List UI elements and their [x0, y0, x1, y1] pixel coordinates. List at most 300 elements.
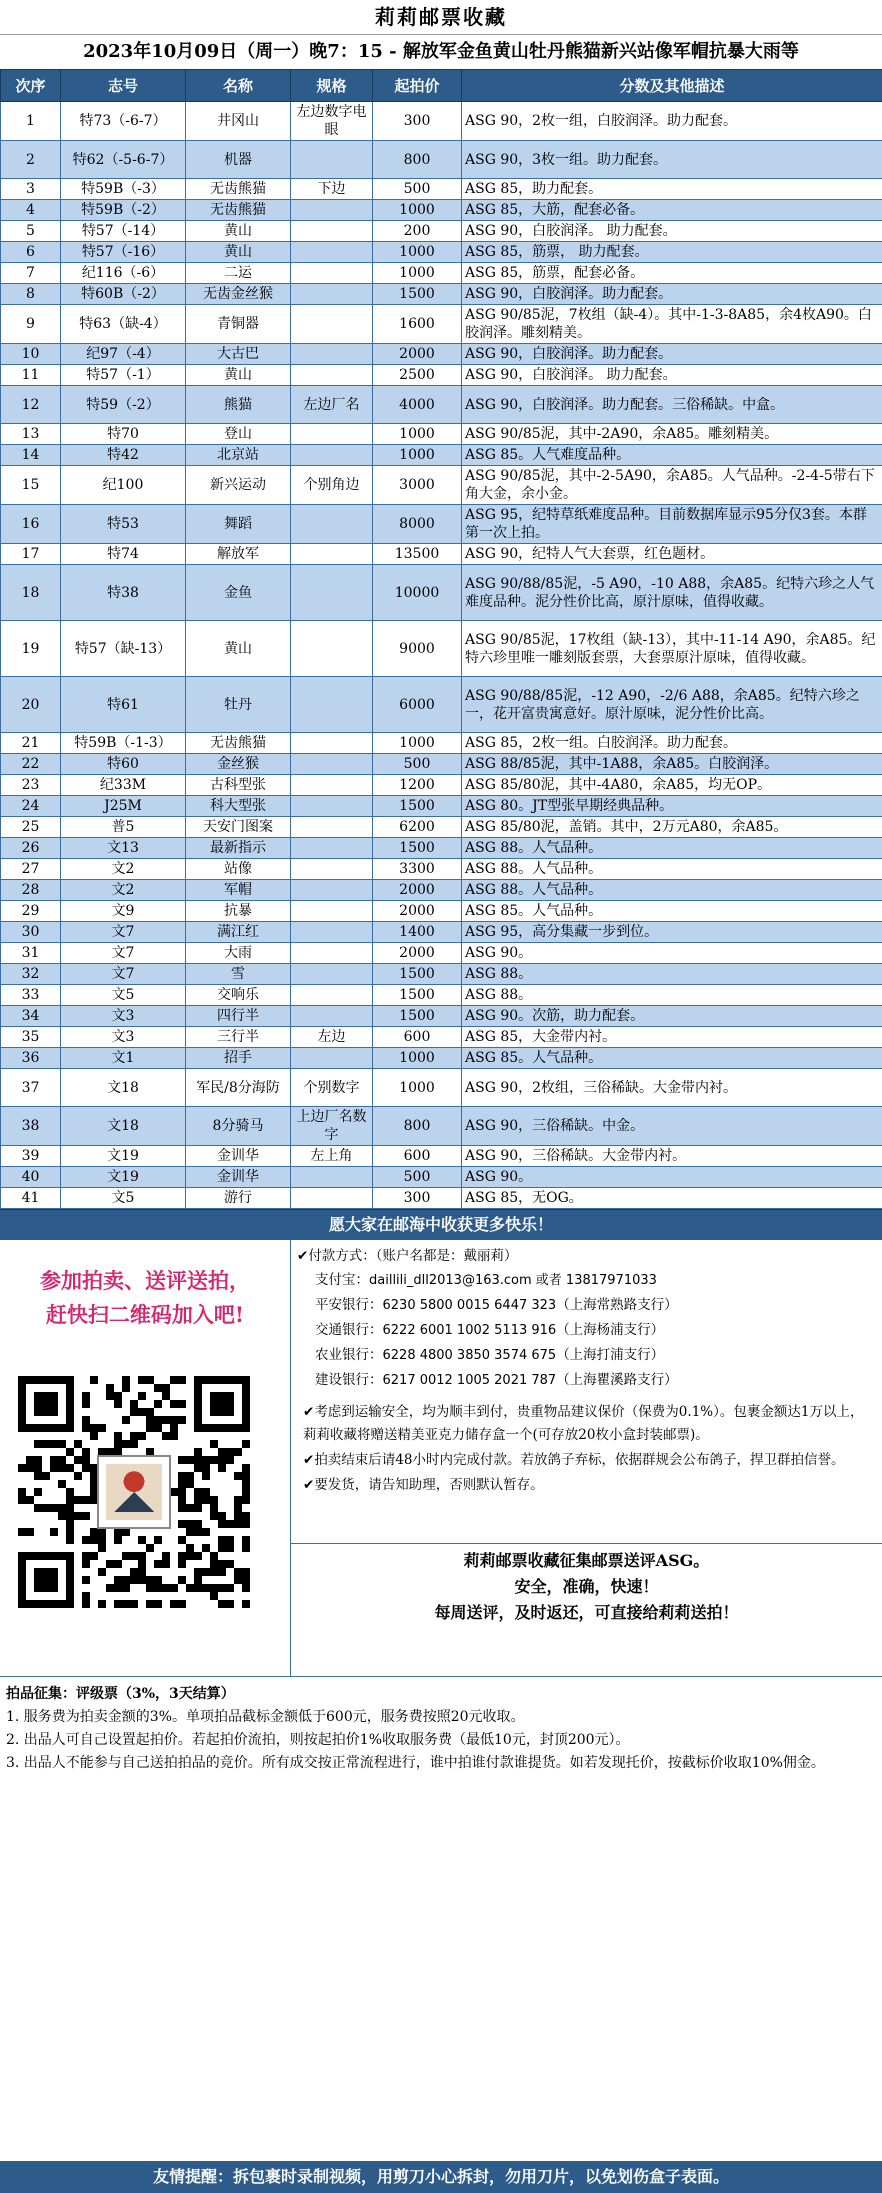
start-price-cell: 600 — [373, 1146, 462, 1167]
spec-cell — [291, 880, 373, 901]
promo-panel — [0, 1240, 291, 1676]
stamp-id-cell: 文18 — [61, 1069, 186, 1107]
table-row — [1, 922, 882, 943]
stamp-id-cell: 文13 — [61, 838, 186, 859]
description-cell: ASG 85。人气品种。 — [462, 1048, 882, 1069]
table-row — [1, 1188, 882, 1209]
stamp-id-cell: 普5 — [61, 817, 186, 838]
start-price-cell: 1000 — [373, 200, 462, 221]
start-price-cell: 2000 — [373, 943, 462, 964]
promo-text — [0, 1264, 290, 1332]
start-price-cell: 6000 — [373, 677, 462, 733]
stamp-id-cell: 文9 — [61, 901, 186, 922]
stamp-name-cell: 金训华 — [186, 1167, 291, 1188]
rules-list — [6, 1706, 874, 1775]
description-cell: ASG 85，大筋，配套必备。 — [462, 200, 882, 221]
stamp-name-cell: 青铜器 — [186, 305, 291, 344]
stamp-id-cell: 特74 — [61, 544, 186, 565]
spec-cell — [291, 985, 373, 1006]
start-price-cell: 3300 — [373, 859, 462, 880]
table-row — [1, 242, 882, 263]
bank-row — [297, 1293, 874, 1318]
spec-cell — [291, 284, 373, 305]
spec-cell — [291, 796, 373, 817]
stamp-name-cell: 黄山 — [186, 221, 291, 242]
page-title: 莉莉邮票收藏 — [0, 0, 882, 35]
lot-number-cell: 9 — [1, 305, 61, 344]
description-cell: ASG 85，无OG。 — [462, 1188, 882, 1209]
stamp-id-cell: 纪33M — [61, 775, 186, 796]
lot-number-cell: 20 — [1, 677, 61, 733]
start-price-cell: 1000 — [373, 263, 462, 284]
col-header-no: 次序 — [1, 70, 61, 102]
note-text: 考虑到运输安全，均为顺丰到付，贵重物品建议保价（保费为0.1%）。包裹金额达1万以上，莉莉收藏将赠送精美亚克力储存盒一个(可存放20枚小盒封装邮票)。 — [303, 1404, 864, 1443]
spec-cell — [291, 344, 373, 365]
spec-cell — [291, 775, 373, 796]
spec-cell — [291, 424, 373, 445]
lot-number-cell: 15 — [1, 466, 61, 505]
lot-number-cell: 41 — [1, 1188, 61, 1209]
start-price-cell: 1600 — [373, 305, 462, 344]
table-row — [1, 1048, 882, 1069]
spec-cell: 左边厂名 — [291, 386, 373, 424]
table-row — [1, 505, 882, 544]
table-row — [1, 943, 882, 964]
stamp-id-cell: 特62（-5-6-7） — [61, 141, 186, 179]
table-row — [1, 817, 882, 838]
qr-finder-top-left — [18, 1376, 74, 1432]
table-row — [1, 544, 882, 565]
start-price-cell: 1000 — [373, 733, 462, 754]
payment-info — [291, 1240, 882, 1543]
spec-cell: 下边 — [291, 179, 373, 200]
stamp-id-cell: 纪116（-6） — [61, 263, 186, 284]
bank-name: 平安银行： — [315, 1297, 383, 1313]
description-cell: ASG 88。人气品种。 — [462, 838, 882, 859]
spec-cell — [291, 544, 373, 565]
start-price-cell: 1500 — [373, 838, 462, 859]
service-box — [291, 1543, 882, 1676]
description-cell: ASG 90。 — [462, 943, 882, 964]
table-row — [1, 621, 882, 677]
start-price-cell: 500 — [373, 1167, 462, 1188]
col-header-spec: 规格 — [291, 70, 373, 102]
description-cell: ASG 85/80泥，其中-4A80，余A85，均无OP。 — [462, 775, 882, 796]
lot-number-cell: 25 — [1, 817, 61, 838]
stamp-name-cell: 科大型张 — [186, 796, 291, 817]
stamp-name-cell: 抗暴 — [186, 901, 291, 922]
description-cell: ASG 88。 — [462, 985, 882, 1006]
stamp-name-cell: 牡丹 — [186, 677, 291, 733]
description-cell: ASG 90，白胶润泽。助力配套。三俗稀缺。中盒。 — [462, 386, 882, 424]
spec-cell — [291, 964, 373, 985]
table-row — [1, 305, 882, 344]
bank-account: 6217 0012 1005 2021 787 — [382, 1373, 557, 1388]
spec-cell — [291, 733, 373, 754]
service-line-3: 每周送评，及时返还，可直接给莉莉送拍！ — [434, 1603, 739, 1622]
alipay-value: daillili_dll2013@163.com 或者 13817971033 — [369, 1273, 657, 1288]
description-cell: ASG 90，纪特人气大套票，红色题材。 — [462, 544, 882, 565]
start-price-cell: 1400 — [373, 922, 462, 943]
stamp-id-cell: 特70 — [61, 424, 186, 445]
note-item — [303, 1401, 866, 1447]
description-cell: ASG 90/85泥，其中-2A90，余A85。雕刻精美。 — [462, 424, 882, 445]
lot-number-cell: 4 — [1, 200, 61, 221]
rule-item: 3. 出品人不能参与自己送拍拍品的竞价。所有成交按正常流程进行，谁中拍谁付款谁提货。如若发现托价，按截标价收取10%佣金。 — [6, 1755, 825, 1771]
lot-number-cell: 24 — [1, 796, 61, 817]
spec-cell — [291, 754, 373, 775]
stamp-name-cell: 大雨 — [186, 943, 291, 964]
description-cell: ASG 90/88/85泥，-5 A90，-10 A88，余A85。纪特六珍之人气难度品种。泥分性价比高，原汁原味，值得收藏。 — [462, 565, 882, 621]
start-price-cell: 3000 — [373, 466, 462, 505]
spec-cell — [291, 305, 373, 344]
bank-list — [297, 1293, 874, 1393]
description-cell: ASG 95，纪特草纸难度品种。目前数据库显示95分仅3套。本群第一次上拍。 — [462, 505, 882, 544]
spec-cell: 个别角边 — [291, 466, 373, 505]
bank-branch: （上海瞿溪路支行） — [556, 1372, 678, 1388]
start-price-cell: 1500 — [373, 1006, 462, 1027]
lot-number-cell: 14 — [1, 445, 61, 466]
stamp-id-cell: 纪97（-4） — [61, 344, 186, 365]
qr-code-graphic — [18, 1376, 250, 1608]
spec-cell — [291, 141, 373, 179]
start-price-cell: 1500 — [373, 964, 462, 985]
lot-number-cell: 18 — [1, 565, 61, 621]
stamp-name-cell: 黄山 — [186, 242, 291, 263]
start-price-cell: 2000 — [373, 880, 462, 901]
stamp-name-cell: 8分骑马 — [186, 1107, 291, 1146]
table-row — [1, 754, 882, 775]
table-row — [1, 565, 882, 621]
col-header-id: 志号 — [61, 70, 186, 102]
description-cell: ASG 88。人气品种。 — [462, 880, 882, 901]
spec-cell — [291, 859, 373, 880]
stamp-name-cell: 站像 — [186, 859, 291, 880]
lot-number-cell: 30 — [1, 922, 61, 943]
table-row — [1, 466, 882, 505]
stamp-id-cell: 特60 — [61, 754, 186, 775]
start-price-cell: 600 — [373, 1027, 462, 1048]
description-cell: ASG 90，白胶润泽。助力配套。 — [462, 284, 882, 305]
start-price-cell: 1000 — [373, 424, 462, 445]
description-cell: ASG 88。人气品种。 — [462, 859, 882, 880]
stamp-id-cell: 文2 — [61, 859, 186, 880]
stamp-name-cell: 解放军 — [186, 544, 291, 565]
bank-account: 6222 6001 1002 5113 916 — [382, 1323, 557, 1338]
description-cell: ASG 85。人气品种。 — [462, 901, 882, 922]
table-row — [1, 1069, 882, 1107]
description-cell: ASG 88/85泥，其中-1A88，余A85。白胶润泽。 — [462, 754, 882, 775]
stamp-id-cell: 特38 — [61, 565, 186, 621]
spec-cell — [291, 1006, 373, 1027]
spec-cell — [291, 901, 373, 922]
note-text: 拍卖结束后请48小时内完成付款。若放鸽子弃标，依据群规会公布鸽子，捍卫群拍信誉。 — [314, 1452, 845, 1468]
rule-item: 1. 服务费为拍卖金额的3%。单项拍品截标金额低于600元，服务费按照20元收取。 — [6, 1709, 525, 1725]
table-row — [1, 1107, 882, 1146]
bank-name: 交通银行： — [315, 1322, 383, 1338]
spec-cell — [291, 221, 373, 242]
lot-number-cell: 21 — [1, 733, 61, 754]
stamp-name-cell: 登山 — [186, 424, 291, 445]
start-price-cell: 1500 — [373, 985, 462, 1006]
promo-line-1: 参加拍卖、送评送拍， — [40, 1268, 250, 1293]
info-section — [0, 1240, 882, 1677]
description-cell: ASG 85/80泥，盖销。其中，2万元A80，余A85。 — [462, 817, 882, 838]
lot-number-cell: 19 — [1, 621, 61, 677]
start-price-cell: 500 — [373, 754, 462, 775]
auction-subtitle: 2023年10月09日（周一）晚7：15 - 解放军金鱼黄山牡丹熊猫新兴站像军帽抗暴大雨等 — [83, 41, 799, 62]
start-price-cell: 1500 — [373, 796, 462, 817]
start-price-cell: 800 — [373, 141, 462, 179]
start-price-cell: 800 — [373, 1107, 462, 1146]
stamp-id-cell: 文3 — [61, 1027, 186, 1048]
stamp-name-cell: 游行 — [186, 1188, 291, 1209]
description-cell: ASG 85，2枚一组。白胶润泽。助力配套。 — [462, 733, 882, 754]
spec-cell — [291, 200, 373, 221]
stamp-name-cell: 黄山 — [186, 365, 291, 386]
description-cell: ASG 85，筋票， 助力配套。 — [462, 242, 882, 263]
spec-cell — [291, 677, 373, 733]
lot-number-cell: 8 — [1, 284, 61, 305]
stamp-id-cell: 文19 — [61, 1146, 186, 1167]
stamp-id-cell: 文5 — [61, 1188, 186, 1209]
stamp-id-cell: 特53 — [61, 505, 186, 544]
reminder-footer: 友情提醒：拆包裹时录制视频，用剪刀小心拆封，勿用刀片，以免划伤盒子表面。 — [0, 2161, 882, 2193]
stamp-name-cell: 天安门图案 — [186, 817, 291, 838]
spec-cell — [291, 621, 373, 677]
stamp-id-cell: J25M — [61, 796, 186, 817]
table-row — [1, 365, 882, 386]
lot-number-cell: 31 — [1, 943, 61, 964]
table-row — [1, 859, 882, 880]
lot-number-cell: 12 — [1, 386, 61, 424]
description-cell: ASG 90/85泥，7枚组（缺-4）。其中-1-3-8A85，余4枚A90。白胶润泽。雕刻精美。 — [462, 305, 882, 344]
stamp-id-cell: 文18 — [61, 1107, 186, 1146]
table-row — [1, 102, 882, 141]
lot-number-cell: 29 — [1, 901, 61, 922]
start-price-cell: 8000 — [373, 505, 462, 544]
description-cell: ASG 90，三俗稀缺。中金。 — [462, 1107, 882, 1146]
stamp-name-cell: 金鱼 — [186, 565, 291, 621]
table-row — [1, 901, 882, 922]
stamp-id-cell: 特59B（-3） — [61, 179, 186, 200]
table-row — [1, 964, 882, 985]
note-text: 要发货，请告知助理，否则默认暂存。 — [314, 1477, 544, 1493]
payment-panel — [291, 1240, 882, 1676]
lot-number-cell: 6 — [1, 242, 61, 263]
spec-cell: 个别数字 — [291, 1069, 373, 1107]
bank-row — [297, 1343, 874, 1368]
bank-branch: （上海常熟路支行） — [556, 1297, 678, 1313]
spec-cell — [291, 365, 373, 386]
table-row — [1, 263, 882, 284]
spec-cell — [291, 922, 373, 943]
stamp-id-cell: 文5 — [61, 985, 186, 1006]
spec-cell — [291, 1167, 373, 1188]
start-price-cell: 300 — [373, 1188, 462, 1209]
lot-number-cell: 2 — [1, 141, 61, 179]
start-price-cell: 200 — [373, 221, 462, 242]
start-price-cell: 2000 — [373, 901, 462, 922]
description-cell: ASG 85。人气难度品种。 — [462, 445, 882, 466]
lot-number-cell: 17 — [1, 544, 61, 565]
stamp-name-cell: 无齿熊猫 — [186, 200, 291, 221]
description-cell: ASG 90，白胶润泽。助力配套。 — [462, 344, 882, 365]
description-cell: ASG 90/88/85泥，-12 A90，-2/6 A88，余A85。纪特六珍之一，花开富贵寓意好。原汁原味，泥分性价比高。 — [462, 677, 882, 733]
lot-number-cell: 7 — [1, 263, 61, 284]
lot-number-cell: 36 — [1, 1048, 61, 1069]
table-row — [1, 677, 882, 733]
spec-cell: 左边 — [291, 1027, 373, 1048]
stamp-id-cell: 特57（-16） — [61, 242, 186, 263]
consignment-rules — [0, 1677, 882, 1832]
lot-number-cell: 23 — [1, 775, 61, 796]
stamp-id-cell: 特59（-2） — [61, 386, 186, 424]
stamp-id-cell: 文7 — [61, 964, 186, 985]
lot-number-cell: 10 — [1, 344, 61, 365]
notes-list — [297, 1401, 874, 1497]
bank-name: 农业银行： — [315, 1347, 383, 1363]
qr-center-logo-icon — [98, 1456, 170, 1528]
stamp-name-cell: 机器 — [186, 141, 291, 179]
table-row — [1, 344, 882, 365]
spec-cell: 上边厂名数字 — [291, 1107, 373, 1146]
stamp-name-cell: 古科型张 — [186, 775, 291, 796]
start-price-cell: 500 — [373, 179, 462, 200]
start-price-cell: 1000 — [373, 1048, 462, 1069]
start-price-cell: 6200 — [373, 817, 462, 838]
lot-number-cell: 32 — [1, 964, 61, 985]
note-item — [303, 1449, 866, 1472]
lot-number-cell: 27 — [1, 859, 61, 880]
start-price-cell: 1000 — [373, 1069, 462, 1107]
table-row — [1, 284, 882, 305]
start-price-cell: 1000 — [373, 242, 462, 263]
table-row — [1, 985, 882, 1006]
qr-code-icon[interactable] — [18, 1376, 250, 1608]
spec-cell — [291, 838, 373, 859]
stamp-name-cell: 满江红 — [186, 922, 291, 943]
start-price-cell: 1200 — [373, 775, 462, 796]
description-cell: ASG 85，大金带内衬。 — [462, 1027, 882, 1048]
check-icon: ✔ — [303, 1404, 315, 1420]
qr-finder-bottom-left — [18, 1552, 74, 1608]
check-icon: ✔ — [303, 1477, 315, 1493]
stamp-name-cell: 北京站 — [186, 445, 291, 466]
stamp-name-cell: 最新指示 — [186, 838, 291, 859]
start-price-cell: 300 — [373, 102, 462, 141]
spec-cell — [291, 565, 373, 621]
stamp-name-cell: 金训华 — [186, 1146, 291, 1167]
stamp-id-cell: 特57（-14） — [61, 221, 186, 242]
description-cell: ASG 90。次筋，助力配套。 — [462, 1006, 882, 1027]
description-cell: ASG 90，白胶润泽。 助力配套。 — [462, 365, 882, 386]
stamp-name-cell: 军民/8分海防 — [186, 1069, 291, 1107]
spec-cell — [291, 1048, 373, 1069]
stamp-name-cell: 交响乐 — [186, 985, 291, 1006]
spec-cell — [291, 505, 373, 544]
stamp-id-cell: 文7 — [61, 922, 186, 943]
description-cell: ASG 90，三俗稀缺。大金带内衬。 — [462, 1146, 882, 1167]
stamp-id-cell: 文7 — [61, 943, 186, 964]
col-header-price: 起拍价 — [373, 70, 462, 102]
bank-name: 建设银行： — [315, 1372, 383, 1388]
spec-cell — [291, 242, 373, 263]
description-cell: ASG 85，筋票，配套必备。 — [462, 263, 882, 284]
table-row — [1, 424, 882, 445]
lot-number-cell: 37 — [1, 1069, 61, 1107]
stamp-name-cell: 三行半 — [186, 1027, 291, 1048]
stamp-name-cell: 无齿金丝猴 — [186, 284, 291, 305]
table-row — [1, 775, 882, 796]
description-cell: ASG 90，3枚一组。助力配套。 — [462, 141, 882, 179]
lot-number-cell: 33 — [1, 985, 61, 1006]
table-row — [1, 1027, 882, 1048]
stamp-name-cell: 熊猫 — [186, 386, 291, 424]
stamp-id-cell: 特57（-1） — [61, 365, 186, 386]
stamp-id-cell: 特63（缺-4） — [61, 305, 186, 344]
lot-number-cell: 35 — [1, 1027, 61, 1048]
lot-number-cell: 34 — [1, 1006, 61, 1027]
wishes-banner: 愿大家在邮海中收获更多快乐！ — [0, 1209, 882, 1240]
stamp-name-cell: 井冈山 — [186, 102, 291, 141]
start-price-cell: 2500 — [373, 365, 462, 386]
description-cell: ASG 90，2枚一组，白胶润泽。助力配套。 — [462, 102, 882, 141]
rules-header: 拍品征集：评级票（3%，3天结算） — [6, 1686, 235, 1702]
description-cell: ASG 90/85泥，17枚组（缺-13），其中-11-14 A90，余A85。纪特六珍里唯一雕刻版套票，大套票原汁原味，值得收藏。 — [462, 621, 882, 677]
spec-cell — [291, 817, 373, 838]
col-header-desc: 分数及其他描述 — [462, 70, 882, 102]
lot-number-cell: 16 — [1, 505, 61, 544]
spec-cell: 左上角 — [291, 1146, 373, 1167]
table-row — [1, 141, 882, 179]
spec-cell — [291, 263, 373, 284]
start-price-cell: 1500 — [373, 284, 462, 305]
start-price-cell: 13500 — [373, 544, 462, 565]
stamp-id-cell: 特73（-6-7） — [61, 102, 186, 141]
table-row — [1, 200, 882, 221]
stamp-id-cell: 文19 — [61, 1167, 186, 1188]
table-row — [1, 733, 882, 754]
bank-branch: （上海杨浦支行） — [556, 1322, 665, 1338]
lots-table-body — [1, 102, 882, 1209]
check-icon: ✔ — [297, 1248, 309, 1264]
start-price-cell: 1000 — [373, 445, 462, 466]
table-row — [1, 1006, 882, 1027]
table-row — [1, 880, 882, 901]
table-row — [1, 1167, 882, 1188]
table-row — [1, 1146, 882, 1167]
start-price-cell: 4000 — [373, 386, 462, 424]
qr-finder-top-right — [194, 1376, 250, 1432]
start-price-cell: 2000 — [373, 344, 462, 365]
bank-row — [297, 1368, 874, 1393]
stamp-name-cell: 舞蹈 — [186, 505, 291, 544]
description-cell: ASG 95，高分集藏一步到位。 — [462, 922, 882, 943]
bank-account: 6230 5800 0015 6447 323 — [382, 1298, 557, 1313]
stamp-name-cell: 金丝猴 — [186, 754, 291, 775]
lot-number-cell: 22 — [1, 754, 61, 775]
bank-row — [297, 1318, 874, 1343]
lot-number-cell: 1 — [1, 102, 61, 141]
table-row — [1, 179, 882, 200]
stamp-id-cell: 文3 — [61, 1006, 186, 1027]
spec-cell — [291, 943, 373, 964]
table-row — [1, 838, 882, 859]
description-cell: ASG 90，2枚组，三俗稀缺。大金带内衬。 — [462, 1069, 882, 1107]
lot-number-cell: 26 — [1, 838, 61, 859]
stamp-id-cell: 文2 — [61, 880, 186, 901]
